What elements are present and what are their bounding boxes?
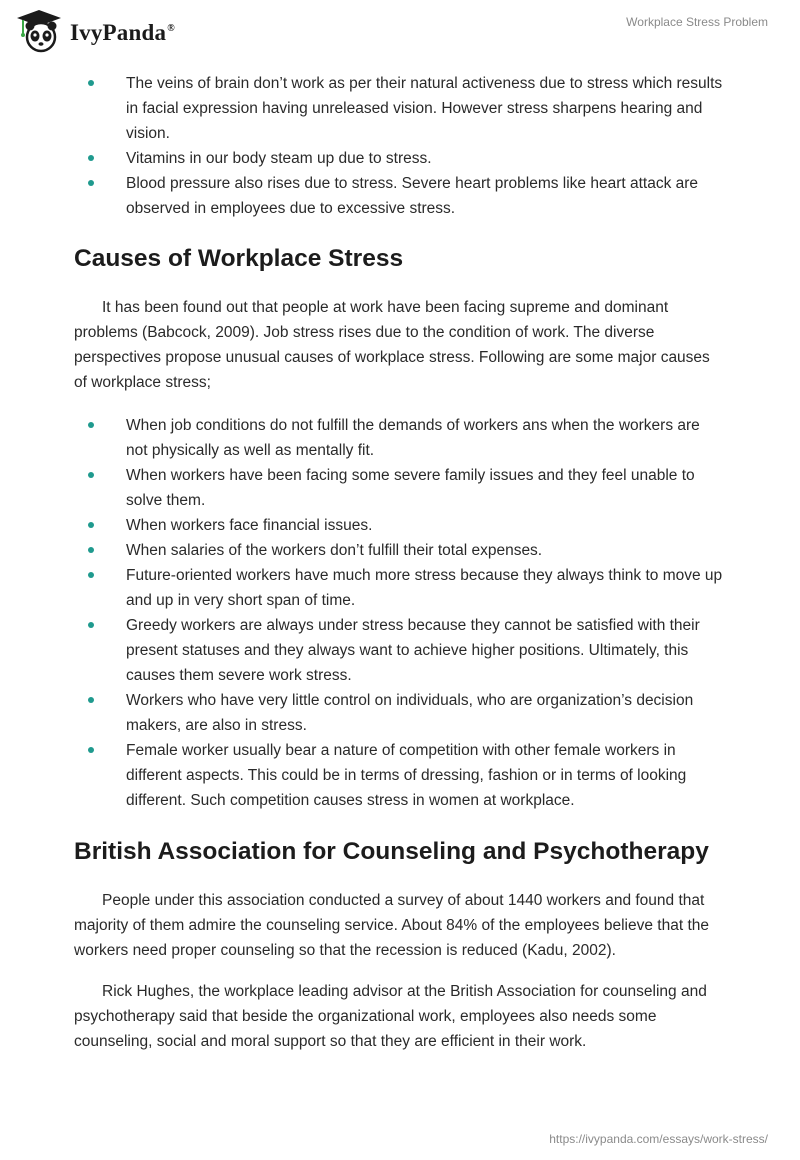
list-item: The veins of brain don’t work as per their natural activeness due to stress which results in facial expression having unreleased vision. However stress sharpens hearing and vision. — [74, 71, 724, 146]
bullet-dot-icon — [88, 155, 94, 161]
page-header — [0, 0, 800, 60]
bullet-dot-icon — [88, 180, 94, 186]
bullet-dot-icon — [88, 572, 94, 578]
section-heading-causes: Causes of Workplace Stress — [74, 245, 404, 272]
causes-bullet-list — [74, 413, 724, 813]
logo-text: IvyPanda® — [70, 20, 175, 45]
bullet-dot-icon — [88, 422, 94, 428]
bullet-dot-icon — [88, 747, 94, 753]
list-item: Greedy workers are always under stress because they cannot be satisfied with their present statuses and they always want to achieve higher positions. Ultimately, this causes them severe work stress. — [74, 613, 724, 688]
bullet-dot-icon — [88, 622, 94, 628]
bullet-dot-icon — [88, 547, 94, 553]
causes-paragraph: It has been found out that people at work have been facing supreme and dominant problems (Babcock, 2009). Job stress rises due to the condition of work. The diverse perspectives propose unusual causes of workplace stress. Following are some major causes of workplace stress; — [74, 299, 710, 391]
article-body — [74, 71, 724, 1054]
list-item: When workers face financial issues. — [74, 513, 724, 538]
list-item: When job conditions do not fulfill the demands of workers ans when the workers are not physically as well as mentally fit. — [74, 413, 724, 463]
bullet-dot-icon — [88, 472, 94, 478]
list-item: Workers who have very little control on individuals, who are organization’s decision makers, are also in stress. — [74, 688, 724, 738]
list-item: When salaries of the workers don’t fulfill their total expenses. — [74, 538, 724, 563]
intro-bullet-list — [74, 71, 724, 221]
logo[interactable] — [14, 8, 175, 54]
list-item: Vitamins in our body steam up due to stress. — [74, 146, 724, 171]
source-url-link[interactable]: https://ivypanda.com/essays/work-stress/ — [549, 1132, 768, 1146]
bullet-dot-icon — [88, 697, 94, 703]
list-item: When workers have been facing some severe family issues and they feel unable to solve them. — [74, 463, 724, 513]
list-item: Female worker usually bear a nature of competition with other female workers in different aspects. This could be in terms of dressing, fashion or in terms of looking different. Such competition causes stress in women at workplace. — [74, 738, 724, 813]
document-title: Workplace Stress Problem — [626, 15, 768, 29]
list-item: Blood pressure also rises due to stress. Severe heart problems like heart attack are observed in employees due to excessive stress. — [74, 171, 724, 221]
bacp-paragraph-1: People under this association conducted a survey of about 1440 workers and found that majority of them admire the counseling service. About 84% of the employees believe that the workers need proper counseling so that the recession is reduced (Kadu, 2002). — [74, 892, 709, 959]
bacp-paragraph-2: Rick Hughes, the workplace leading advisor at the British Association for counseling and psychotherapy said that beside the organizational work, employees also needs some counseling, social and moral support so that they are efficient in their work. — [74, 983, 707, 1050]
bullet-dot-icon — [88, 522, 94, 528]
bullet-dot-icon — [88, 80, 94, 86]
panda-logo-icon — [14, 8, 64, 54]
section-heading-bacp: British Association for Counseling and Psychotherapy — [74, 838, 709, 865]
list-item: Future-oriented workers have much more stress because they always think to move up and up in very short span of time. — [74, 563, 724, 613]
